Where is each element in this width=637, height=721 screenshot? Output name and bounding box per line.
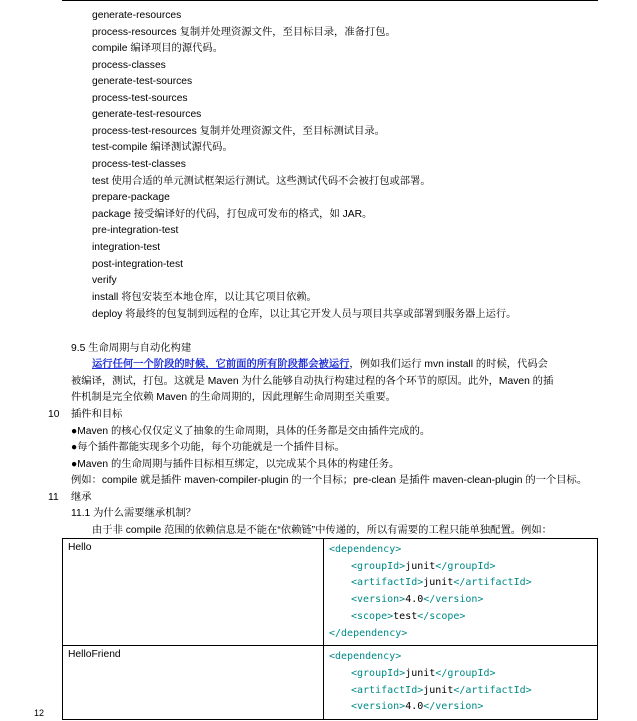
phase-item: post-integration-test	[92, 259, 184, 270]
xml-line: <version>4.0</version>	[351, 594, 484, 606]
bullet-item: ●Maven 的生命周期与插件目标相互绑定，以完成某个具体的构建任务。	[71, 459, 400, 470]
phase-item: generate-test-resources	[92, 109, 202, 120]
phase-item: package 接受编译好的代码，打包成可发布的格式，如 JAR。	[92, 209, 373, 220]
phase-item: compile 编译项目的源代码。	[92, 43, 224, 54]
phase-item: process-test-classes	[92, 159, 186, 170]
paragraph-line: 件机制是完全依赖 Maven 的生命周期的，因此理解生命周期至关重要。	[71, 392, 396, 403]
phase-item: verify	[92, 275, 117, 286]
bullet-item: ●每个插件都能实现多个功能，每个功能就是一个插件目标。	[71, 442, 345, 453]
phase-item: prepare-package	[92, 192, 170, 203]
phase-item: process-classes	[92, 60, 166, 71]
phase-item: process-test-resources 复制并处理资源文件，至目标测试目录。	[92, 126, 385, 137]
xml-cell	[324, 539, 598, 646]
paragraph-line: 运行任何一个阶段的时候，它前面的所有阶段都会被运行，例如我们运行 mvn install 的时候，代码会	[92, 359, 548, 370]
phase-item: generate-test-sources	[92, 76, 193, 87]
phase-item: test-compile 编译测试源代码。	[92, 142, 233, 153]
table-row	[63, 646, 598, 720]
table-row	[63, 539, 598, 646]
xml-line: <version>4.0</version>	[351, 701, 484, 713]
phase-item: install 将包安装至本地仓库，以让其它项目依赖。	[92, 292, 317, 303]
paragraph-line: 被编译，测试，打包。这就是 Maven 为什么能够自动执行构建过程的各个环节的原因。此外，Maven 的插	[71, 376, 554, 387]
phase-item: process-test-sources	[92, 93, 188, 104]
section-heading: 继承	[71, 492, 92, 503]
phase-item: generate-resources	[92, 10, 182, 21]
bullet-item: ●Maven 的核心仅仅定义了抽象的生命周期，具体的任务都是交由插件完成的。	[71, 426, 431, 437]
xml-line: <scope>test</scope>	[351, 610, 466, 622]
section-number: 11	[48, 492, 59, 503]
page-number: 12	[34, 708, 45, 718]
subsection-heading: 11.1 为什么需要继承机制？	[71, 508, 197, 519]
xml-line: <dependency>	[329, 544, 402, 555]
top-rule	[62, 0, 598, 1]
phase-item: pre-integration-test	[92, 225, 179, 236]
highlight-text: 运行任何一个阶段的时候，它前面的所有阶段都会被运行	[92, 359, 350, 370]
phase-item: test 使用合适的单元测试框架运行测试。这些测试代码不会被打包或部署。	[92, 176, 431, 187]
phase-item: deploy 将最终的包复制到远程的仓库，以让其它开发人员与项目共享或部署到服务器上运行。	[92, 309, 517, 320]
xml-line: <artifactId>junit</artifactId>	[351, 684, 532, 696]
section-number: 10	[48, 409, 60, 420]
xml-line: <groupId>junit</groupId>	[351, 667, 496, 679]
project-name-cell: Hello	[63, 539, 324, 646]
section-heading: 插件和目标	[71, 409, 123, 420]
phase-item: process-resources 复制并处理资源文件，至目标目录，准备打包。	[92, 27, 396, 38]
xml-line: <artifactId>junit</artifactId>	[351, 577, 532, 589]
example-text: 例如：compile 就是插件 maven-compiler-plugin 的一个目标；pre-clean 是插件 maven-clean-plugin 的一个目标。	[71, 475, 588, 486]
dependency-table	[62, 538, 598, 720]
xml-line: <groupId>junit</groupId>	[351, 560, 496, 572]
paragraph-line: 由于非 compile 范围的依赖信息是不能在“依赖链”中传递的，所以有需要的工程只能单独配置。例如：	[92, 525, 552, 536]
project-name-cell: HelloFriend	[63, 646, 324, 720]
xml-line: </dependency>	[329, 627, 408, 639]
xml-cell	[324, 646, 598, 720]
xml-line: <dependency>	[329, 651, 402, 663]
section-heading: 9.5 生命周期与自动化构建	[71, 343, 192, 354]
phase-item: integration-test	[92, 242, 161, 253]
